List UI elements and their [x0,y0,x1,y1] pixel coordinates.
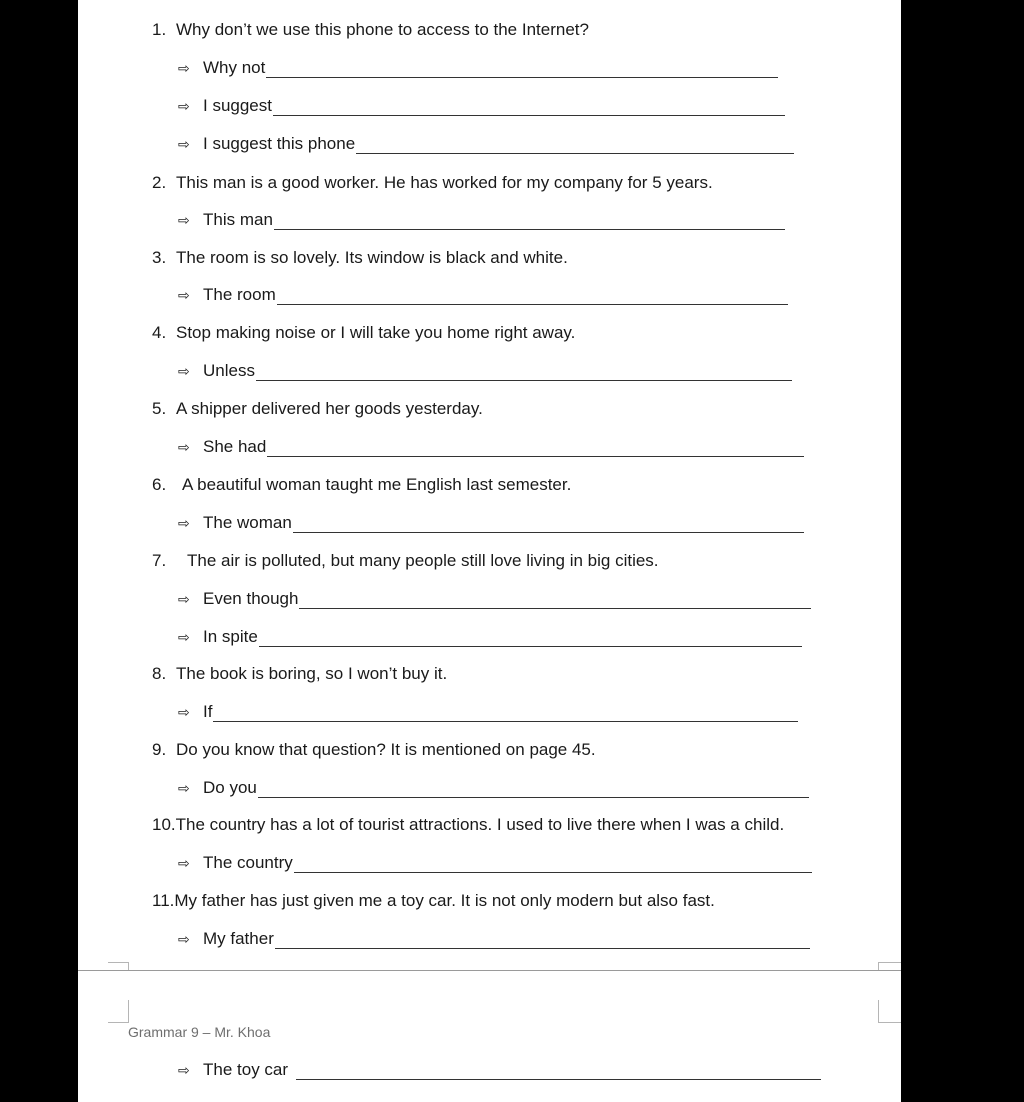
answer-line: ⇨ My father [178,929,810,949]
answer-blank[interactable] [258,781,809,798]
arrow-icon: ⇨ [178,704,190,720]
arrow-icon: ⇨ [178,287,190,303]
answer-line: ⇨ The toy car [178,1060,821,1080]
answer-line: ⇨ Even though [178,589,811,609]
answer-line: ⇨ Unless [178,361,792,381]
arrow-icon: ⇨ [178,439,190,455]
arrow-icon: ⇨ [178,60,190,76]
page-footer: Grammar 9 – Mr. Khoa [128,1024,271,1040]
question-5: 5. A shipper delivered her goods yesterday. [152,399,483,418]
answer-blank[interactable] [275,932,810,949]
page-break-divider [78,970,901,971]
answer-line: ⇨ Why not [178,58,778,78]
answer-line: ⇨ The room [178,285,788,305]
arrow-icon: ⇨ [178,855,190,871]
question-10: 10.The country has a lot of tourist attractions. I used to live there when I was a child. [152,815,785,834]
arrow-icon: ⇨ [178,780,190,796]
answer-line: ⇨ The woman [178,513,804,533]
answer-blank[interactable] [273,99,785,116]
question-1: 1. Why don’t we use this phone to access to the Internet? [152,20,589,39]
answer-blank[interactable] [256,364,792,381]
question-6: 6. A beautiful woman taught me English last semester. [152,475,572,494]
arrow-icon: ⇨ [178,136,190,152]
answer-blank[interactable] [213,705,798,722]
answer-blank[interactable] [299,592,811,609]
arrow-icon: ⇨ [178,629,190,645]
page-corner-mark [878,1000,901,1023]
question-7: 7. The air is polluted, but many people still love living in big cities. [152,551,659,570]
arrow-icon: ⇨ [178,98,190,114]
question-9: 9. Do you know that question? It is mentioned on page 45. [152,740,596,759]
arrow-icon: ⇨ [178,515,190,531]
question-3: 3. The room is so lovely. Its window is black and white. [152,248,568,267]
answer-blank[interactable] [266,61,778,78]
answer-line: ⇨ I suggest this phone [178,134,794,154]
arrow-icon: ⇨ [178,363,190,379]
answer-line: ⇨ If [178,702,798,722]
page-corner-mark [108,1000,129,1023]
answer-blank[interactable] [294,856,812,873]
question-11: 11.My father has just given me a toy car. It is not only modern but also fast. [152,891,715,910]
answer-line: ⇨ In spite [178,627,802,647]
arrow-icon: ⇨ [178,591,190,607]
answer-line: ⇨ I suggest [178,96,785,116]
question-4: 4. Stop making noise or I will take you home right away. [152,323,576,342]
answer-blank[interactable] [267,440,804,457]
question-8: 8. The book is boring, so I won’t buy it. [152,664,448,683]
answer-blank[interactable] [259,630,802,647]
answer-blank[interactable] [296,1063,821,1080]
document-page [78,0,901,1102]
answer-blank[interactable] [274,213,785,230]
answer-line: ⇨ She had [178,437,804,457]
answer-line: ⇨ Do you [178,778,809,798]
answer-line: ⇨ The country [178,853,812,873]
answer-blank[interactable] [356,137,794,154]
answer-blank[interactable] [293,516,804,533]
arrow-icon: ⇨ [178,1062,190,1078]
question-2: 2. This man is a good worker. He has worked for my company for 5 years. [152,173,713,192]
arrow-icon: ⇨ [178,212,190,228]
answer-line: ⇨ This man [178,210,785,230]
answer-blank[interactable] [277,288,788,305]
arrow-icon: ⇨ [178,931,190,947]
